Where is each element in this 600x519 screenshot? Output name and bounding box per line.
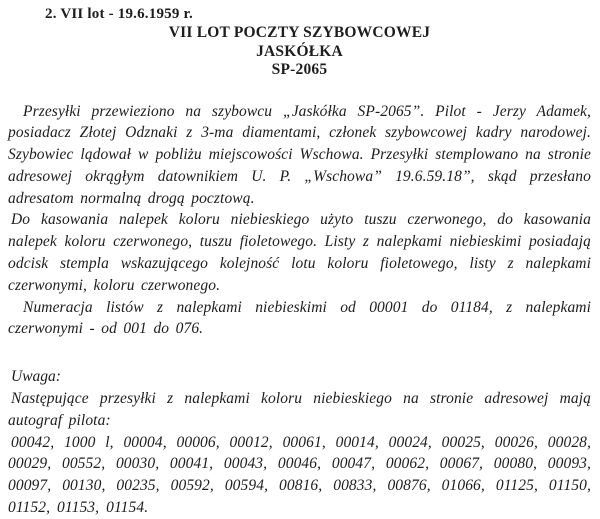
note-text: Następujące przesyłki z nalepkami koloru niebieskiego na stronie adresowej mają autograf pilota:	[8, 390, 591, 429]
glider-registration-title: SP-2065	[271, 61, 328, 78]
paragraph-numbering: Numeracja listów z nalepkami niebieskimi od 00001 do 01184, z nalepkami czerwonymi - od 001 do 076.	[8, 298, 591, 338]
flight-title: VII LOT POCZTY SZYBOWCOWEJ	[168, 24, 431, 41]
paragraph-flight-details: Przesyłki przewieziono na szybowcu „Jaskółka SP-2065”. Pilot - Jerzy Adamek, posiadacz Złotej Odznaki z 3-ma diamentami, członek szybowcowej kadry narodowej. Szybowiec lądował w pobliżu miejscowości Wschowa. Przesyłki stemplowano na stronie adresowej okrągłym datownikiem U. P. „Wschowa” 19.6.59.18”, skąd przesłano adresatom normalną drogą pocztową.	[8, 102, 591, 207]
note-label: Uwaga:	[11, 368, 61, 386]
autograph-numbers-list: 00042, 1000 l, 00004, 00006, 00012, 00061, 00014, 00024, 00025, 00026, 00028, 00029, 00552, 00030, 00041, 00043, 00046, 00047, 00062, 00067, 00080, 00093, 00097, 00130, 00235, 00592, 00594, 00816, 00833, 00876, 01066, 01125, 01150, 01152, 01153, 01154.	[8, 433, 591, 517]
paragraph-cancellation-details: Do kasowania nalepek koloru niebieskiego użyto tuszu czerwonego, do kasowania nalepek koloru czerwonego, tuszu fioletowego. Listy z nalepkami niebieskimi posiadają odcisk stempla wskazującego kolejność lotu koloru fioletowego, listy z nalepkami czerwonymi, koloru czerwonego.	[8, 211, 591, 294]
lot-heading: 2. VII lot - 19.6.1959 r.	[45, 6, 193, 22]
glider-name-title: JASKÓŁKA	[256, 42, 343, 60]
